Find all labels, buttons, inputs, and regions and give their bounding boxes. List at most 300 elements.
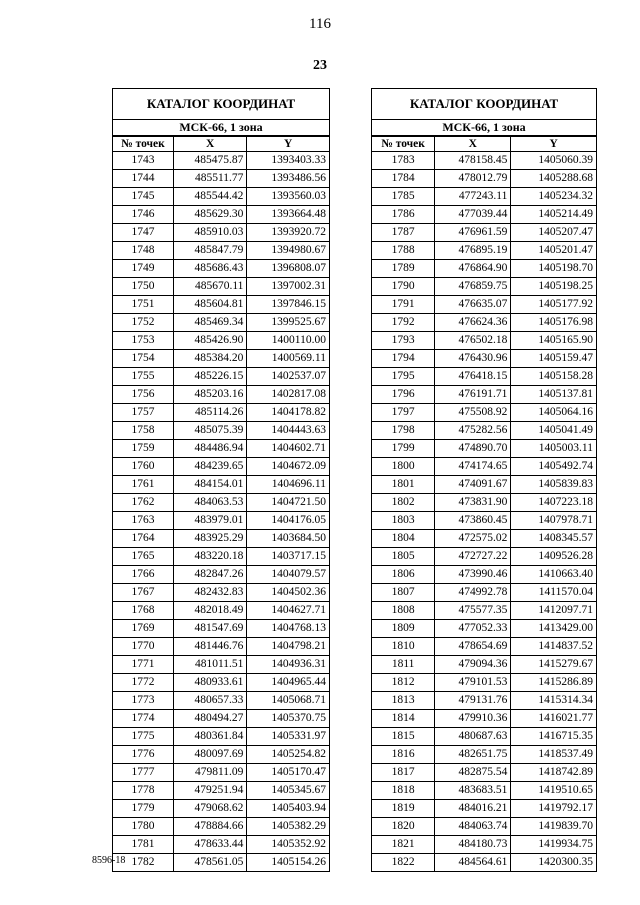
point-number-cell: 1781 — [113, 836, 173, 854]
y-coordinate-cell: 1404965.44 — [247, 674, 329, 692]
table-row — [113, 422, 329, 440]
document-code: 8596-18 — [92, 855, 126, 866]
x-coordinate-cell: 476895.19 — [435, 242, 511, 260]
coordinate-catalog-right — [371, 88, 597, 872]
x-coordinate-cell: 485475.87 — [173, 152, 246, 170]
y-coordinate-cell: 1405352.92 — [247, 836, 329, 854]
point-number-cell: 1796 — [372, 386, 435, 404]
x-coordinate-cell: 485511.77 — [173, 170, 246, 188]
point-number-cell: 1786 — [372, 206, 435, 224]
x-coordinate-cell: 478158.45 — [435, 152, 511, 170]
y-coordinate-cell: 1407223.18 — [511, 494, 596, 512]
y-coordinate-cell: 1400110.00 — [247, 332, 329, 350]
catalog-title: КАТАЛОГ КООРДИНАТ — [113, 89, 329, 120]
column-header-y: Y — [247, 137, 329, 152]
table-row — [113, 296, 329, 314]
y-coordinate-cell: 1405198.70 — [511, 260, 596, 278]
coordinate-catalog-left — [112, 88, 330, 872]
point-number-cell: 1783 — [372, 152, 435, 170]
x-coordinate-cell: 480361.84 — [173, 728, 246, 746]
y-coordinate-cell: 1396808.07 — [247, 260, 329, 278]
table-row — [372, 836, 596, 854]
table-row — [113, 674, 329, 692]
point-number-cell: 1762 — [113, 494, 173, 512]
y-coordinate-cell: 1405403.94 — [247, 800, 329, 818]
y-coordinate-cell: 1397846.15 — [247, 296, 329, 314]
table-row — [372, 710, 596, 728]
y-coordinate-cell: 1404502.36 — [247, 584, 329, 602]
table-row — [372, 728, 596, 746]
y-coordinate-cell: 1404443.63 — [247, 422, 329, 440]
table-row — [372, 170, 596, 188]
table-row — [113, 656, 329, 674]
y-coordinate-cell: 1404602.71 — [247, 440, 329, 458]
y-coordinate-cell: 1393560.03 — [247, 188, 329, 206]
table-row — [372, 620, 596, 638]
column-header-point: № точек — [372, 137, 435, 152]
table-row — [113, 152, 329, 170]
y-coordinate-cell: 1402537.07 — [247, 368, 329, 386]
x-coordinate-cell: 481547.69 — [173, 620, 246, 638]
x-coordinate-cell: 479910.36 — [435, 710, 511, 728]
y-coordinate-cell: 1403717.15 — [247, 548, 329, 566]
y-coordinate-cell: 1414837.52 — [511, 638, 596, 656]
table-row — [113, 314, 329, 332]
table-row — [372, 656, 596, 674]
table-row — [372, 692, 596, 710]
table-row — [113, 224, 329, 242]
point-number-cell: 1778 — [113, 782, 173, 800]
point-number-cell: 1744 — [113, 170, 173, 188]
x-coordinate-cell: 479251.94 — [173, 782, 246, 800]
table-row — [372, 746, 596, 764]
point-number-cell: 1768 — [113, 602, 173, 620]
table-row — [372, 764, 596, 782]
x-coordinate-cell: 485604.81 — [173, 296, 246, 314]
x-coordinate-cell: 476502.18 — [435, 332, 511, 350]
point-number-cell: 1745 — [113, 188, 173, 206]
point-number-cell: 1760 — [113, 458, 173, 476]
table-row — [113, 638, 329, 656]
table-row — [372, 278, 596, 296]
x-coordinate-cell: 474890.70 — [435, 440, 511, 458]
table-row — [372, 368, 596, 386]
x-coordinate-cell: 476864.90 — [435, 260, 511, 278]
catalog-zone: МСК-66, 1 зона — [372, 120, 596, 136]
point-number-cell: 1789 — [372, 260, 435, 278]
x-coordinate-cell: 479101.53 — [435, 674, 511, 692]
x-coordinate-cell: 483683.51 — [435, 782, 511, 800]
x-coordinate-cell: 474091.67 — [435, 476, 511, 494]
point-number-cell: 1767 — [113, 584, 173, 602]
y-coordinate-cell: 1402817.08 — [247, 386, 329, 404]
table-row — [372, 386, 596, 404]
point-number-cell: 1819 — [372, 800, 435, 818]
table-row — [113, 836, 329, 854]
y-coordinate-cell: 1404696.11 — [247, 476, 329, 494]
x-coordinate-cell: 480494.27 — [173, 710, 246, 728]
x-coordinate-cell: 475508.92 — [435, 404, 511, 422]
y-coordinate-cell: 1419934.75 — [511, 836, 596, 854]
x-coordinate-cell: 478561.05 — [173, 854, 246, 872]
y-coordinate-cell: 1413429.00 — [511, 620, 596, 638]
point-number-cell: 1746 — [113, 206, 173, 224]
point-number-cell: 1818 — [372, 782, 435, 800]
y-coordinate-cell: 1419792.17 — [511, 800, 596, 818]
table-row — [113, 548, 329, 566]
x-coordinate-cell: 476191.71 — [435, 386, 511, 404]
y-coordinate-cell: 1416715.35 — [511, 728, 596, 746]
table-row — [372, 188, 596, 206]
x-coordinate-cell: 478633.44 — [173, 836, 246, 854]
point-number-cell: 1793 — [372, 332, 435, 350]
y-coordinate-cell: 1405198.25 — [511, 278, 596, 296]
y-coordinate-cell: 1405176.98 — [511, 314, 596, 332]
point-number-cell: 1764 — [113, 530, 173, 548]
y-coordinate-cell: 1419839.70 — [511, 818, 596, 836]
table-row — [113, 512, 329, 530]
point-number-cell: 1784 — [372, 170, 435, 188]
y-coordinate-cell: 1405170.47 — [247, 764, 329, 782]
table-row — [372, 206, 596, 224]
table-row — [372, 458, 596, 476]
table-row — [372, 512, 596, 530]
y-coordinate-cell: 1405137.81 — [511, 386, 596, 404]
table-row — [372, 782, 596, 800]
x-coordinate-cell: 480657.33 — [173, 692, 246, 710]
point-number-cell: 1792 — [372, 314, 435, 332]
y-coordinate-cell: 1416021.77 — [511, 710, 596, 728]
table-row — [113, 818, 329, 836]
point-number-cell: 1820 — [372, 818, 435, 836]
table-row — [113, 746, 329, 764]
table-row — [113, 188, 329, 206]
x-coordinate-cell: 485203.16 — [173, 386, 246, 404]
table-row — [113, 620, 329, 638]
point-number-cell: 1821 — [372, 836, 435, 854]
point-number-cell: 1757 — [113, 404, 173, 422]
point-number-cell: 1822 — [372, 854, 435, 872]
coordinate-table — [372, 136, 596, 871]
point-number-cell: 1787 — [372, 224, 435, 242]
y-coordinate-cell: 1405154.26 — [247, 854, 329, 872]
point-number-cell: 1751 — [113, 296, 173, 314]
x-coordinate-cell: 485114.26 — [173, 404, 246, 422]
x-coordinate-cell: 473831.90 — [435, 494, 511, 512]
table-row — [372, 854, 596, 872]
table-row — [372, 638, 596, 656]
x-coordinate-cell: 477039.44 — [435, 206, 511, 224]
x-coordinate-cell: 482875.54 — [435, 764, 511, 782]
table-row — [372, 224, 596, 242]
y-coordinate-cell: 1415279.67 — [511, 656, 596, 674]
y-coordinate-cell: 1418537.49 — [511, 746, 596, 764]
point-number-cell: 1811 — [372, 656, 435, 674]
point-number-cell: 1765 — [113, 548, 173, 566]
table-row — [113, 170, 329, 188]
point-number-cell: 1809 — [372, 620, 435, 638]
point-number-cell: 1812 — [372, 674, 435, 692]
x-coordinate-cell: 483925.29 — [173, 530, 246, 548]
table-header-row — [113, 137, 329, 152]
point-number-cell: 1770 — [113, 638, 173, 656]
table-row — [372, 530, 596, 548]
x-coordinate-cell: 485629.30 — [173, 206, 246, 224]
table-row — [113, 206, 329, 224]
column-header-x: X — [173, 137, 246, 152]
point-number-cell: 1773 — [113, 692, 173, 710]
x-coordinate-cell: 485226.15 — [173, 368, 246, 386]
y-coordinate-cell: 1407978.71 — [511, 512, 596, 530]
table-row — [372, 584, 596, 602]
point-number-cell: 1753 — [113, 332, 173, 350]
y-coordinate-cell: 1420300.35 — [511, 854, 596, 872]
table-row — [113, 728, 329, 746]
y-coordinate-cell: 1404178.82 — [247, 404, 329, 422]
x-coordinate-cell: 480687.63 — [435, 728, 511, 746]
point-number-cell: 1769 — [113, 620, 173, 638]
x-coordinate-cell: 477052.33 — [435, 620, 511, 638]
y-coordinate-cell: 1405060.39 — [511, 152, 596, 170]
table-row — [372, 548, 596, 566]
x-coordinate-cell: 484180.73 — [435, 836, 511, 854]
y-coordinate-cell: 1393920.72 — [247, 224, 329, 242]
y-coordinate-cell: 1415286.89 — [511, 674, 596, 692]
column-header-point: № точек — [113, 137, 173, 152]
point-number-cell: 1798 — [372, 422, 435, 440]
table-row — [372, 476, 596, 494]
x-coordinate-cell: 476430.96 — [435, 350, 511, 368]
x-coordinate-cell: 485670.11 — [173, 278, 246, 296]
y-coordinate-cell: 1393486.56 — [247, 170, 329, 188]
point-number-cell: 1801 — [372, 476, 435, 494]
point-number-cell: 1813 — [372, 692, 435, 710]
table-row — [372, 566, 596, 584]
x-coordinate-cell: 485910.03 — [173, 224, 246, 242]
y-coordinate-cell: 1405234.32 — [511, 188, 596, 206]
y-coordinate-cell: 1405492.74 — [511, 458, 596, 476]
point-number-cell: 1805 — [372, 548, 435, 566]
table-row — [372, 494, 596, 512]
y-coordinate-cell: 1405207.47 — [511, 224, 596, 242]
y-coordinate-cell: 1405159.47 — [511, 350, 596, 368]
y-coordinate-cell: 1404721.50 — [247, 494, 329, 512]
table-row — [113, 242, 329, 260]
y-coordinate-cell: 1393664.48 — [247, 206, 329, 224]
table-row — [372, 800, 596, 818]
table-row — [113, 386, 329, 404]
point-number-cell: 1749 — [113, 260, 173, 278]
x-coordinate-cell: 478012.79 — [435, 170, 511, 188]
x-coordinate-cell: 479068.62 — [173, 800, 246, 818]
y-coordinate-cell: 1405345.67 — [247, 782, 329, 800]
table-row — [113, 368, 329, 386]
y-coordinate-cell: 1400569.11 — [247, 350, 329, 368]
table-row — [372, 602, 596, 620]
x-coordinate-cell: 482651.75 — [435, 746, 511, 764]
table-row — [113, 458, 329, 476]
y-coordinate-cell: 1404798.21 — [247, 638, 329, 656]
x-coordinate-cell: 485544.42 — [173, 188, 246, 206]
table-row — [372, 404, 596, 422]
x-coordinate-cell: 484564.61 — [435, 854, 511, 872]
table-row — [113, 710, 329, 728]
x-coordinate-cell: 479094.36 — [435, 656, 511, 674]
x-coordinate-cell: 482847.26 — [173, 566, 246, 584]
y-coordinate-cell: 1393403.33 — [247, 152, 329, 170]
table-row — [372, 260, 596, 278]
column-header-x: X — [435, 137, 511, 152]
point-number-cell: 1756 — [113, 386, 173, 404]
y-coordinate-cell: 1405158.28 — [511, 368, 596, 386]
point-number-cell: 1816 — [372, 746, 435, 764]
table-row — [113, 764, 329, 782]
x-coordinate-cell: 483979.01 — [173, 512, 246, 530]
x-coordinate-cell: 485384.20 — [173, 350, 246, 368]
y-coordinate-cell: 1405839.83 — [511, 476, 596, 494]
column-header-y: Y — [511, 137, 596, 152]
x-coordinate-cell: 485075.39 — [173, 422, 246, 440]
point-number-cell: 1788 — [372, 242, 435, 260]
table-row — [113, 800, 329, 818]
table-row — [113, 602, 329, 620]
x-coordinate-cell: 482432.83 — [173, 584, 246, 602]
point-number-cell: 1755 — [113, 368, 173, 386]
table-row — [113, 440, 329, 458]
table-row — [372, 350, 596, 368]
x-coordinate-cell: 481446.76 — [173, 638, 246, 656]
x-coordinate-cell: 474174.65 — [435, 458, 511, 476]
point-number-cell: 1785 — [372, 188, 435, 206]
point-number-cell: 1761 — [113, 476, 173, 494]
point-number-cell: 1747 — [113, 224, 173, 242]
y-coordinate-cell: 1405041.49 — [511, 422, 596, 440]
point-number-cell: 1810 — [372, 638, 435, 656]
y-coordinate-cell: 1404768.13 — [247, 620, 329, 638]
point-number-cell: 1772 — [113, 674, 173, 692]
table-row — [372, 332, 596, 350]
x-coordinate-cell: 480097.69 — [173, 746, 246, 764]
x-coordinate-cell: 484016.21 — [435, 800, 511, 818]
table-row — [113, 278, 329, 296]
x-coordinate-cell: 478654.69 — [435, 638, 511, 656]
point-number-cell: 1802 — [372, 494, 435, 512]
x-coordinate-cell: 476624.36 — [435, 314, 511, 332]
table-row — [113, 476, 329, 494]
table-row — [113, 854, 329, 872]
catalog-title: КАТАЛОГ КООРДИНАТ — [372, 89, 596, 120]
point-number-cell: 1752 — [113, 314, 173, 332]
table-row — [372, 674, 596, 692]
table-row — [113, 404, 329, 422]
table-row — [372, 152, 596, 170]
catalog-zone: МСК-66, 1 зона — [113, 120, 329, 136]
x-coordinate-cell: 476961.59 — [435, 224, 511, 242]
page-number: 116 — [309, 16, 331, 32]
x-coordinate-cell: 485686.43 — [173, 260, 246, 278]
y-coordinate-cell: 1405201.47 — [511, 242, 596, 260]
table-row — [113, 566, 329, 584]
point-number-cell: 1758 — [113, 422, 173, 440]
x-coordinate-cell: 476859.75 — [435, 278, 511, 296]
x-coordinate-cell: 483220.18 — [173, 548, 246, 566]
point-number-cell: 1808 — [372, 602, 435, 620]
point-number-cell: 1776 — [113, 746, 173, 764]
y-coordinate-cell: 1405214.49 — [511, 206, 596, 224]
x-coordinate-cell: 473860.45 — [435, 512, 511, 530]
point-number-cell: 1748 — [113, 242, 173, 260]
point-number-cell: 1743 — [113, 152, 173, 170]
table-row — [372, 242, 596, 260]
x-coordinate-cell: 475577.35 — [435, 602, 511, 620]
table-row — [372, 818, 596, 836]
y-coordinate-cell: 1410663.40 — [511, 566, 596, 584]
y-coordinate-cell: 1419510.65 — [511, 782, 596, 800]
table-row — [372, 440, 596, 458]
x-coordinate-cell: 482018.49 — [173, 602, 246, 620]
x-coordinate-cell: 476635.07 — [435, 296, 511, 314]
x-coordinate-cell: 479131.76 — [435, 692, 511, 710]
y-coordinate-cell: 1397002.31 — [247, 278, 329, 296]
y-coordinate-cell: 1403684.50 — [247, 530, 329, 548]
y-coordinate-cell: 1405370.75 — [247, 710, 329, 728]
x-coordinate-cell: 484063.74 — [435, 818, 511, 836]
y-coordinate-cell: 1399525.67 — [247, 314, 329, 332]
table-row — [113, 332, 329, 350]
point-number-cell: 1779 — [113, 800, 173, 818]
point-number-cell: 1806 — [372, 566, 435, 584]
x-coordinate-cell: 481011.51 — [173, 656, 246, 674]
x-coordinate-cell: 480933.61 — [173, 674, 246, 692]
y-coordinate-cell: 1404936.31 — [247, 656, 329, 674]
y-coordinate-cell: 1404672.09 — [247, 458, 329, 476]
x-coordinate-cell: 485847.79 — [173, 242, 246, 260]
x-coordinate-cell: 484239.65 — [173, 458, 246, 476]
y-coordinate-cell: 1405254.82 — [247, 746, 329, 764]
table-row — [113, 584, 329, 602]
point-number-cell: 1814 — [372, 710, 435, 728]
x-coordinate-cell: 484063.53 — [173, 494, 246, 512]
section-number: 23 — [313, 58, 327, 73]
y-coordinate-cell: 1404079.57 — [247, 566, 329, 584]
x-coordinate-cell: 484154.01 — [173, 476, 246, 494]
point-number-cell: 1797 — [372, 404, 435, 422]
point-number-cell: 1817 — [372, 764, 435, 782]
x-coordinate-cell: 477243.11 — [435, 188, 511, 206]
y-coordinate-cell: 1405165.90 — [511, 332, 596, 350]
point-number-cell: 1790 — [372, 278, 435, 296]
table-row — [372, 296, 596, 314]
point-number-cell: 1754 — [113, 350, 173, 368]
point-number-cell: 1794 — [372, 350, 435, 368]
table-row — [372, 314, 596, 332]
point-number-cell: 1774 — [113, 710, 173, 728]
y-coordinate-cell: 1404176.05 — [247, 512, 329, 530]
y-coordinate-cell: 1409526.28 — [511, 548, 596, 566]
point-number-cell: 1782 — [113, 854, 173, 872]
point-number-cell: 1815 — [372, 728, 435, 746]
y-coordinate-cell: 1405064.16 — [511, 404, 596, 422]
y-coordinate-cell: 1405331.97 — [247, 728, 329, 746]
table-row — [113, 260, 329, 278]
x-coordinate-cell: 485469.34 — [173, 314, 246, 332]
point-number-cell: 1791 — [372, 296, 435, 314]
y-coordinate-cell: 1405068.71 — [247, 692, 329, 710]
point-number-cell: 1795 — [372, 368, 435, 386]
y-coordinate-cell: 1405288.68 — [511, 170, 596, 188]
y-coordinate-cell: 1394980.67 — [247, 242, 329, 260]
x-coordinate-cell: 476418.15 — [435, 368, 511, 386]
